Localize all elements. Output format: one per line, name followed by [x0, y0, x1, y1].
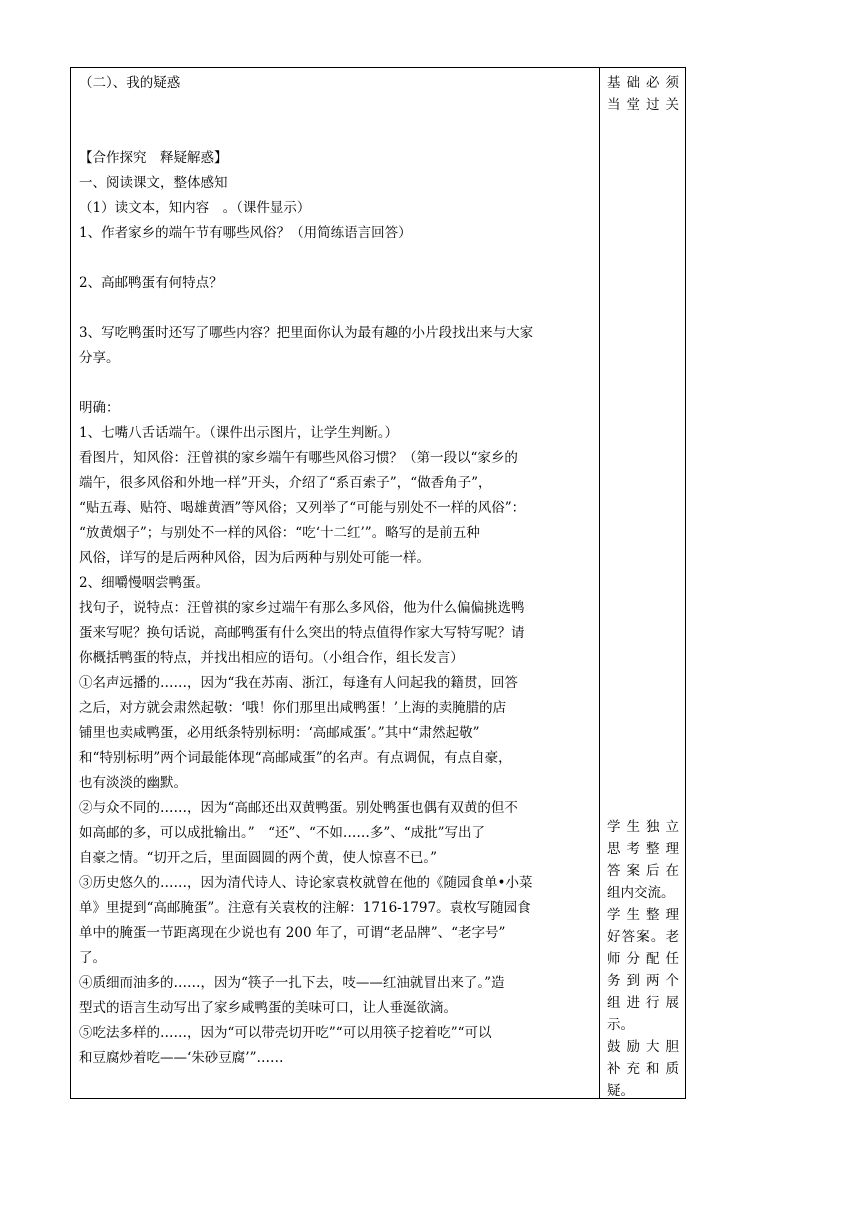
text-line: 端午，很多风俗和外地一样”开头，介绍了“系百索子”，“做香角子”，: [79, 475, 492, 491]
text-line: 了。: [79, 950, 106, 966]
side-note-line: 师 分 配 任: [607, 951, 679, 967]
text-line: 型式的语言生动写出了家乡咸鸭蛋的美味可口，让人垂涎欲滴。: [79, 1000, 457, 1016]
text-line: 和“特别标明”两个词最能体现“高邮咸蛋”的名声。有点调侃，有点自豪，: [79, 750, 512, 766]
side-note-line: 鼓 励 大 胆: [607, 1039, 679, 1055]
text-line: 1、作者家乡的端午节有哪些风俗？（用简练语言回答）: [79, 225, 412, 241]
side-note-line: 学 生 整 理: [607, 907, 679, 923]
text-line: “放黄烟子”；与别处不一样的风俗：“吃‘十二红’”。略写的是前五种: [79, 525, 480, 541]
side-note-line: 好 答 案 。 老: [607, 929, 679, 945]
text-line: “贴五毒、贴符、喝雄黄酒”等风俗；又列举了“可能与别处不一样的风俗”：: [79, 500, 526, 516]
text-line: ⑤吃法多样的……，因为“可以带壳切开吃”“可以用筷子挖着吃”“可以: [79, 1025, 492, 1041]
blank-line: [79, 96, 591, 121]
text-line: 1、七嘴八舌话端午。（课件出示图片，让学生判断。）: [79, 425, 399, 441]
side-note-line: 组 进 行 展: [607, 995, 679, 1011]
text-line: 也有淡淡的幽默。: [79, 775, 187, 791]
text-line: 看图片，知风俗：汪曾祺的家乡端午有哪些风俗习惯？（第一段以“家乡的: [79, 450, 518, 466]
blank-line: [79, 246, 591, 271]
text-line: 如高邮的多，可以成批输出。” “还”、“不如……多”、“成批”写出了: [79, 825, 486, 841]
text-line: （1）读文本，知内容 。（课件显示）: [79, 200, 311, 216]
text-line: 自豪之情。“切开之后，里面圆圆的两个黄，使人惊喜不已。”: [79, 850, 438, 866]
main-content-column: [79, 71, 591, 1071]
side-note-line: 疑。: [607, 1083, 634, 1099]
text-line: 2、高邮鸭蛋有何特点？: [79, 275, 223, 291]
side-note-line: 学 生 独 立: [607, 819, 679, 835]
text-line: 3、写吃鸭蛋时还写了哪些内容？把里面你认为最有趣的小片段找出来与大家: [79, 325, 534, 341]
blank-line: [79, 371, 591, 396]
text-line: ③历史悠久的……，因为清代诗人、诗论家袁枚就曾在他的《随园食单•小菜: [79, 875, 533, 891]
side-note-line: 基 础 必 须: [607, 75, 679, 91]
side-note-line: 补 充 和 质: [607, 1061, 679, 1077]
text-line: 和豆腐炒着吃——‘朱砂豆腐’”……: [79, 1050, 284, 1066]
text-line: 你概括鸭蛋的特点，并找出相应的语句。（小组合作，组长发言）: [79, 650, 464, 666]
side-note-top: [607, 72, 679, 116]
blank-line: [79, 296, 591, 321]
side-note-line: 示。: [607, 1017, 634, 1033]
text-line: 蛋来写呢？换句话说，高邮鸭蛋有什么突出的特点值得作家大写特写呢？请: [79, 625, 525, 641]
text-line: 找句子，说特点：汪曾祺的家乡过端午有那么多风俗，他为什么偏偏挑选鸭: [79, 600, 525, 616]
text-line: 明确：: [79, 400, 120, 416]
column-divider: [599, 68, 600, 1098]
blank-line: [79, 121, 591, 146]
side-note-line: 思 考 整 理: [607, 841, 679, 857]
text-line: 单》里提到“高邮腌蛋”。注意有关袁枚的注解：1716-1797。袁枚写随园食: [79, 900, 531, 916]
text-line: 风俗，详写的是后两种风俗，因为后两种与别处可能一样。: [79, 550, 430, 566]
text-line: ④质细而油多的……，因为“筷子一扎下去，吱——红油就冒出来了。”造: [79, 975, 505, 991]
text-line: 一、阅读课文，整体感知: [79, 175, 228, 191]
side-note-line: 务 到 两 个: [607, 973, 679, 989]
side-note-activity: [607, 816, 679, 1102]
text-line: 铺里也卖咸鸭蛋，必用纸条特别标明：‘高邮咸蛋’。”其中“肃然起敬”: [79, 725, 480, 741]
text-line: ②与众不同的……，因为“高邮还出双黄鸭蛋。别处鸭蛋也偶有双黄的但不: [79, 800, 518, 816]
text-line: ①名声远播的……，因为“我在苏南、浙江，每逢有人问起我的籍贯，回答: [79, 675, 518, 691]
lesson-table: [70, 67, 686, 1099]
text-line: 【合作探究 释疑解惑】: [79, 150, 228, 166]
text-line: 单中的腌蛋一节距离现在少说也有 200 年了，可谓“老品牌”、“老字号”: [79, 925, 506, 941]
text-line: 2、细嚼慢咽尝鸭蛋。: [79, 575, 210, 591]
side-note-line: 答 案 后 在: [607, 863, 679, 879]
text-line: 之后，对方就会肃然起敬：‘哦！你们那里出咸鸭蛋！’上海的卖腌腊的店: [79, 700, 507, 716]
text-line: （二）、我的疑惑: [79, 75, 181, 91]
text-line: 分享。: [79, 350, 120, 366]
side-note-line: 组内交流。: [607, 885, 675, 901]
side-note-line: 当 堂 过 关: [607, 97, 679, 113]
